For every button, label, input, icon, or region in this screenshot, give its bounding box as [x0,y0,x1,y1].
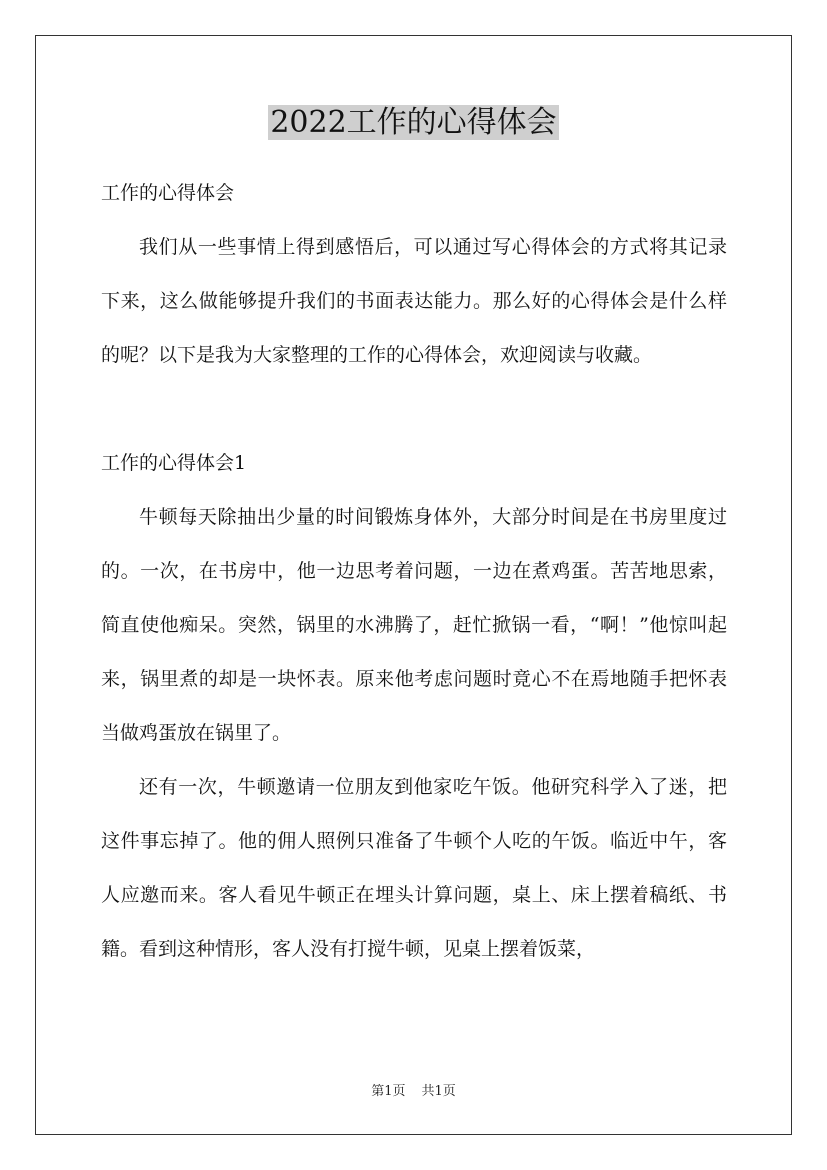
intro-heading: 工作的心得体会 [101,182,235,204]
intro-paragraph: 我们从一些事情上得到感悟后，可以通过写心得体会的方式将其记录下来，这么做能够提升我们的书面表达能力。那么好的心得体会是什么样的呢？以下是我为大家整理的工作的心得体会，欢迎阅读与收藏。 [101,236,727,366]
page-number-total: 共1页 [421,1084,456,1099]
section1-paragraph-2: 还有一次，牛顿邀请一位朋友到他家吃午饭。他研究科学入了迷，把这件事忘掉了。他的佣人照例只准备了牛顿个人吃的午饭。临近中午，客人应邀而来。客人看见牛顿正在埋头计算问题，桌上、床上摆着稿纸、书籍。看到这种情形，客人没有打搅牛顿，见桌上摆着饭菜， [101,776,727,960]
document-title [0,102,827,144]
page-footer [0,1083,827,1101]
page-number-current: 第1页 [371,1084,406,1099]
document-body [101,166,727,976]
section1-heading: 工作的心得体会1 [101,452,247,474]
section-spacer [101,382,727,436]
document-title-text: 2022工作的心得体会 [270,105,557,140]
section1-paragraph-1: 牛顿每天除抽出少量的时间锻炼身体外，大部分时间是在书房里度过的。一次，在书房中，他一边思考着问题，一边在煮鸡蛋。苦苦地思索，简直使他痴呆。突然，锅里的水沸腾了，赶忙掀锅一看，“啊！”他惊叫起来，锅里煮的却是一块怀表。原来他考虑问题时竟心不在焉地随手把怀表当做鸡蛋放在锅里了。 [101,506,727,744]
